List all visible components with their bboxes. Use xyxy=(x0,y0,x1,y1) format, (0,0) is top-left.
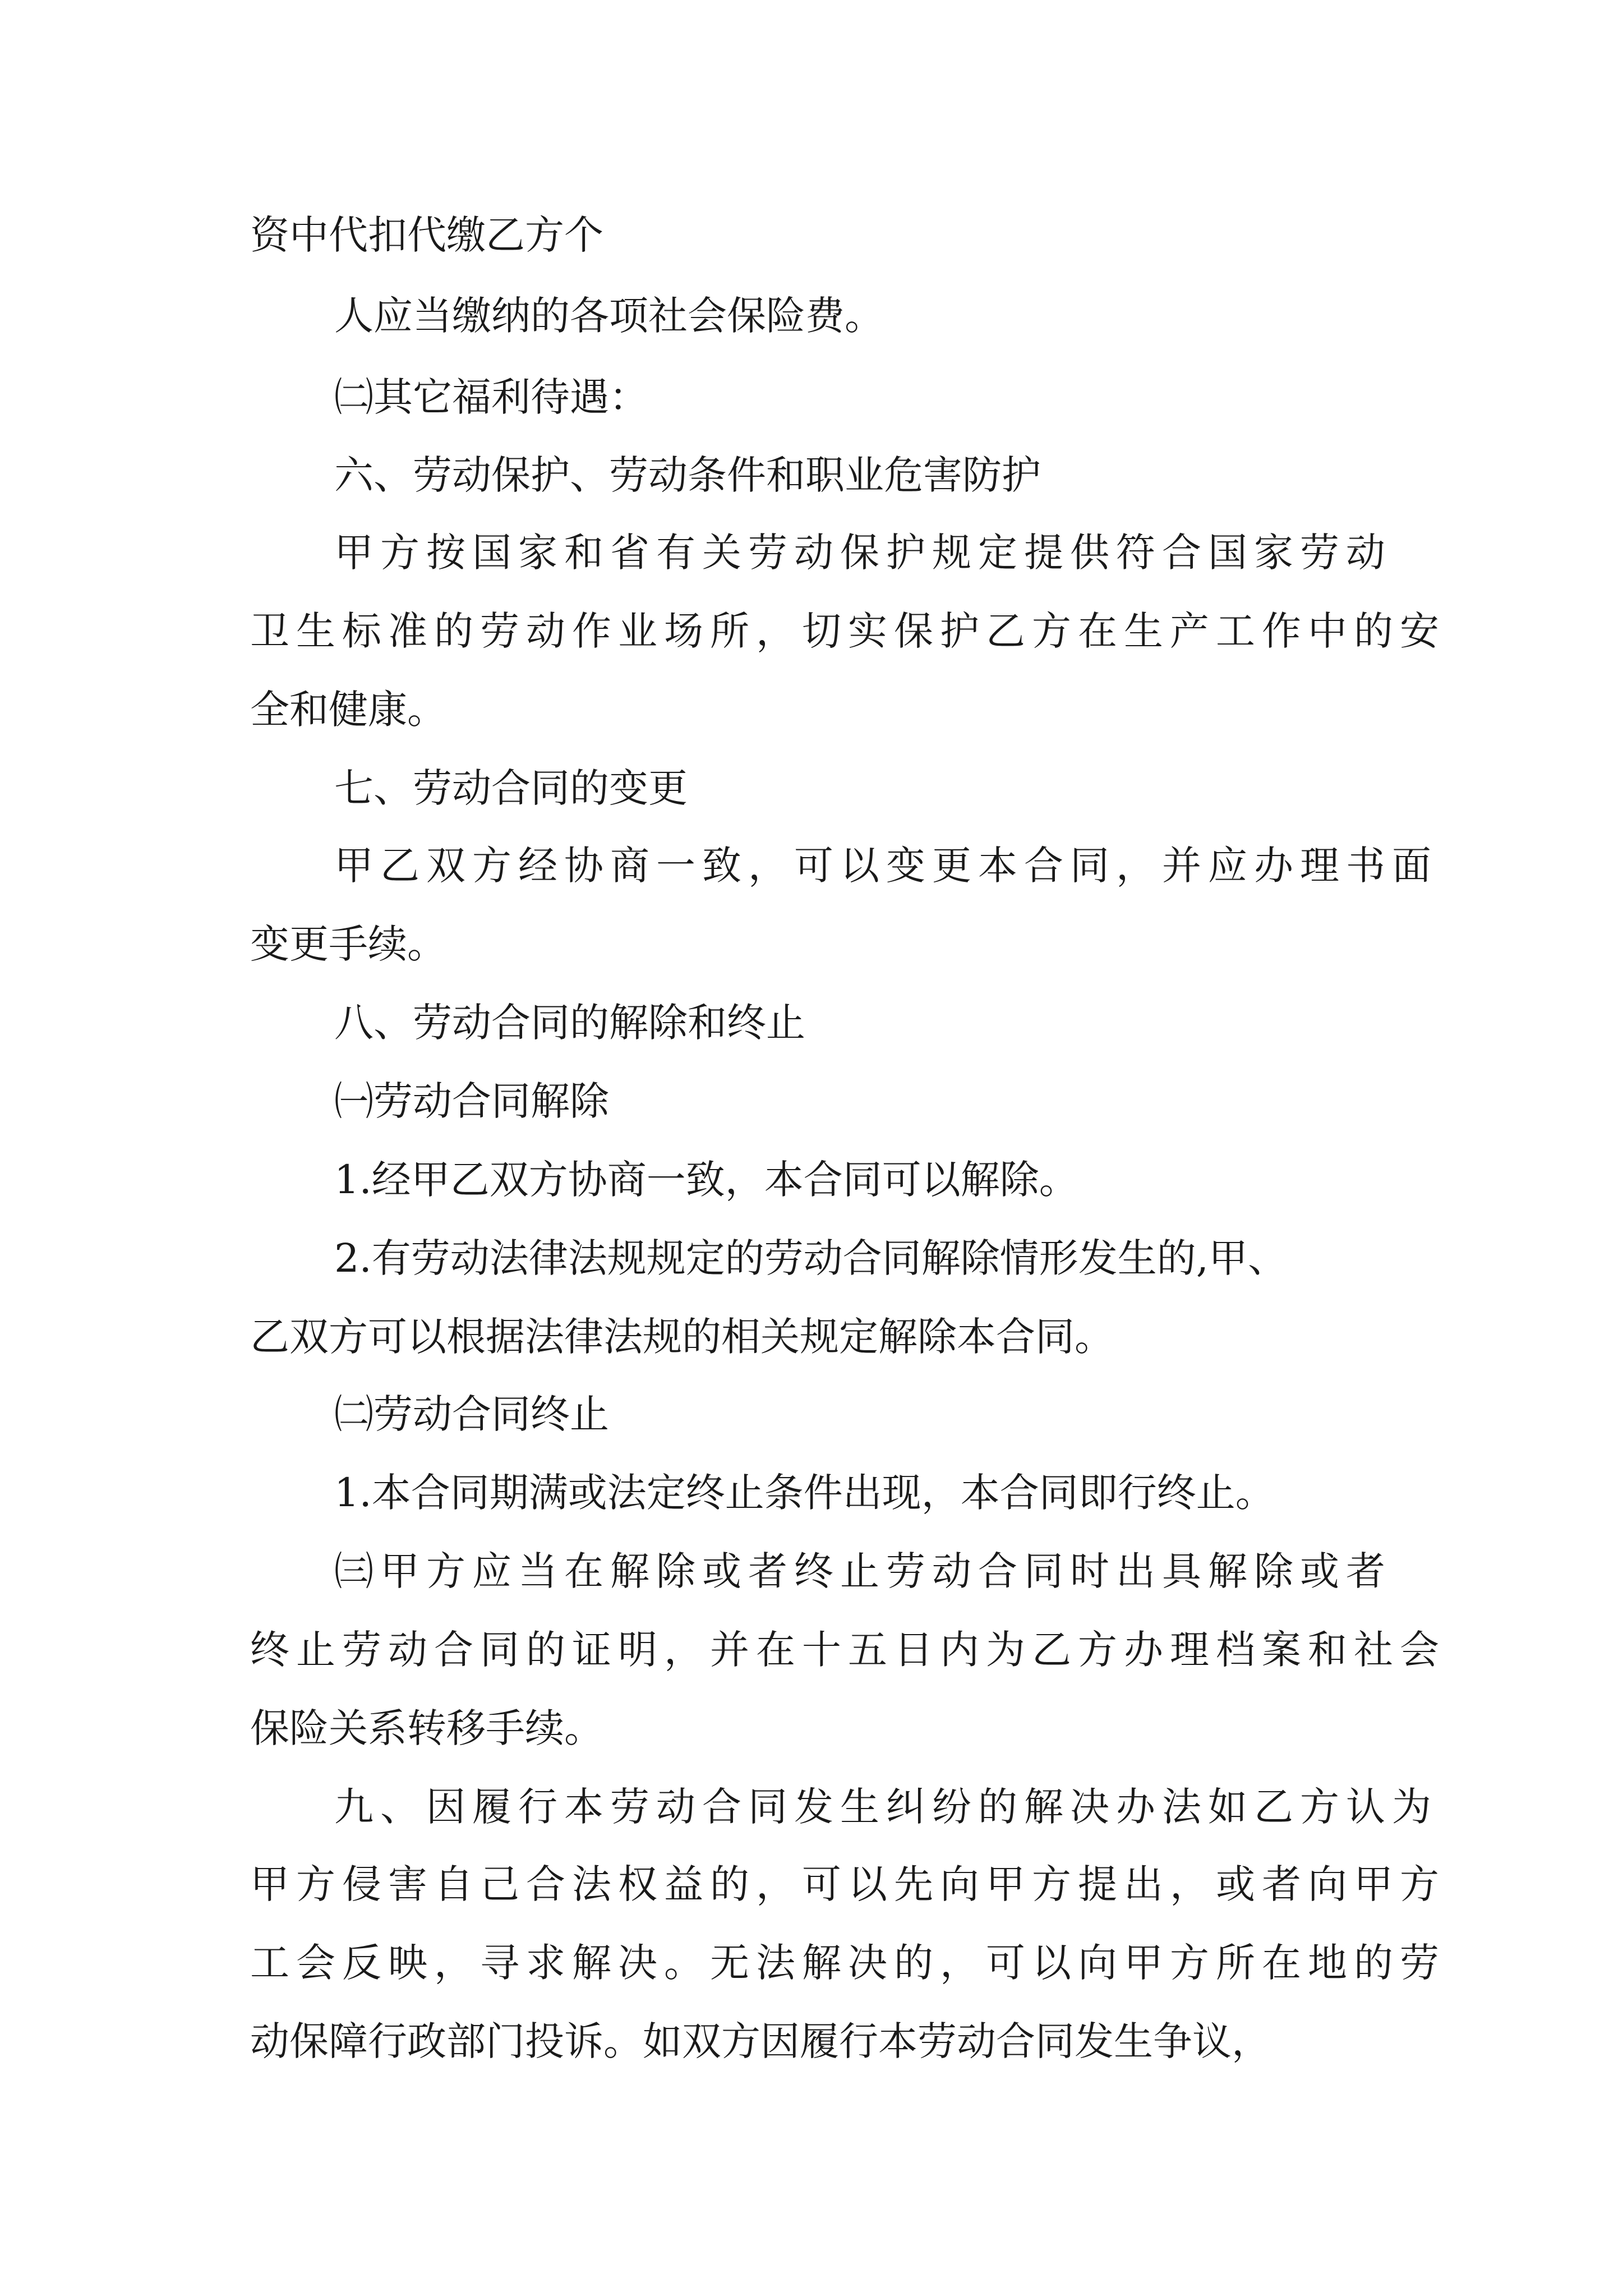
text-line: 2.有劳动法律法规规定的劳动合同解除情形发生的,甲、 xyxy=(334,1235,1288,1281)
text-line: ㈡劳动合同终止 xyxy=(334,1391,609,1437)
text-line: 甲方侵害自己合法权益的，可以先向甲方提出，或者向甲方 xyxy=(250,1861,1446,1907)
section-heading: 七、劳动合同的变更 xyxy=(334,765,688,811)
text-line: 甲乙双方经协商一致，可以变更本合同，并应办理书面 xyxy=(334,843,1438,889)
section-heading: 九、因履行本劳动合同发生纠纷的解决办法如乙方认为 xyxy=(334,1784,1438,1830)
text-line: 终止劳动合同的证明，并在十五日内为乙方办理档案和社会 xyxy=(250,1627,1446,1673)
text-line: 人应当缴纳的各项社会保险费。 xyxy=(334,293,884,339)
text-line: ㈠劳动合同解除 xyxy=(334,1078,609,1124)
text-line: 全和健康。 xyxy=(250,687,446,733)
text-line: ㈢甲方应当在解除或者终止劳动合同时出具解除或者 xyxy=(334,1548,1392,1594)
text-line: 1.本合同期满或法定终止条件出现，本合同即行终止。 xyxy=(334,1470,1275,1516)
text-line: 工会反映，寻求解决。无法解决的，可以向甲方所在地的劳 xyxy=(250,1940,1446,1986)
section-heading: 八、劳动合同的解除和终止 xyxy=(334,1000,805,1046)
text-line: 乙双方可以根据法律法规的相关规定解除本合同。 xyxy=(250,1314,1114,1360)
text-line: 动保障行政部门投诉。如双方因履行本劳动合同发生争议， xyxy=(250,2018,1271,2064)
text-line: 卫生标准的劳动作业场所，切实保护乙方在生产工作中的安 xyxy=(250,608,1446,654)
text-line: 资中代扣代缴乙方个 xyxy=(250,212,603,258)
text-line: 变更手续。 xyxy=(250,921,446,967)
section-heading: 六、劳动保护、劳动条件和职业危害防护 xyxy=(334,452,1041,498)
text-line: 保险关系转移手续。 xyxy=(250,1705,603,1751)
text-line: ㈡其它福利待遇： xyxy=(334,374,648,420)
text-line: 1.经甲乙双方协商一致，本合同可以解除。 xyxy=(334,1157,1078,1203)
text-line: 甲方按国家和省有关劳动保护规定提供符合国家劳动 xyxy=(334,530,1392,576)
